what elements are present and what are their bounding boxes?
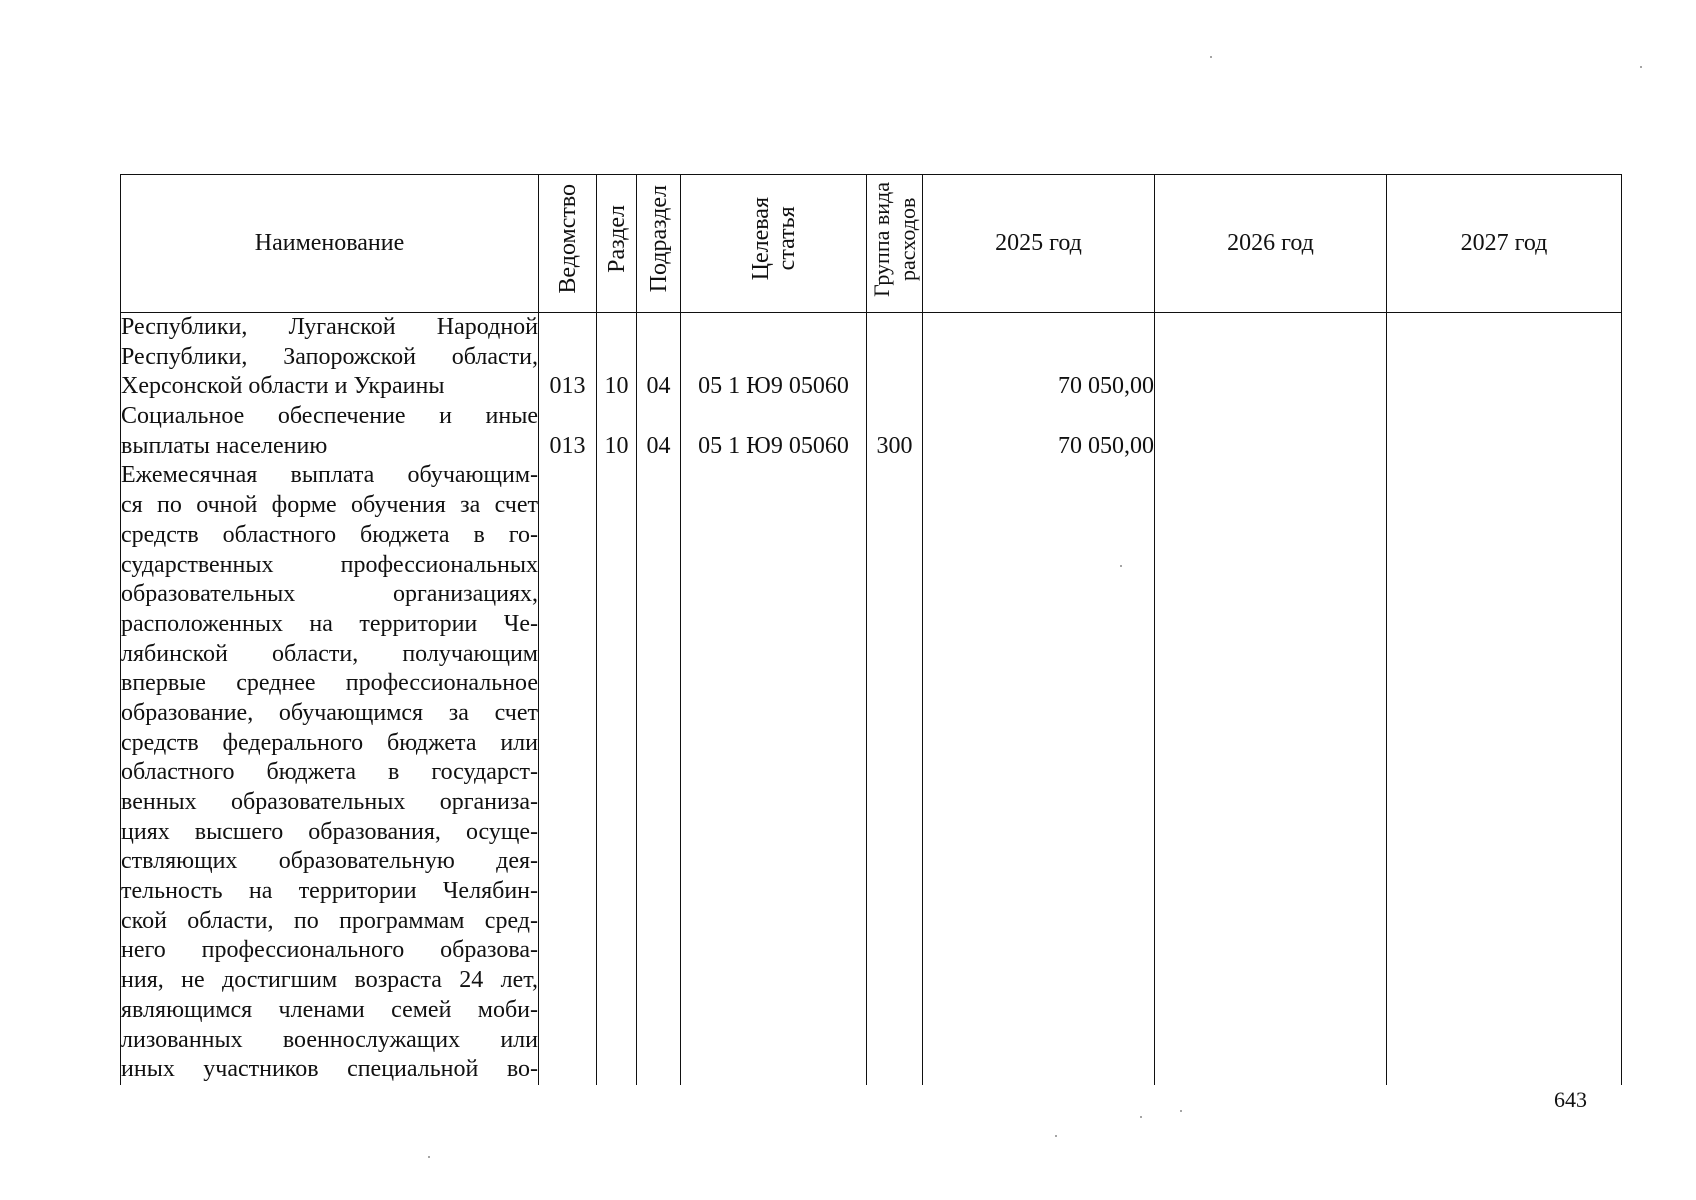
row-target [681, 461, 867, 1084]
header-subsection: Подраздел [637, 175, 681, 313]
header-section: Раздел [597, 175, 637, 313]
header-2025: 2025 год [923, 175, 1155, 313]
table-row [121, 313, 1622, 403]
row-2027 [1387, 461, 1622, 1084]
header-2026: 2026 год [1155, 175, 1387, 313]
table-header-row [121, 175, 1622, 313]
table-row [121, 402, 1622, 461]
row-2026 [1155, 402, 1387, 461]
row-name: Ежемесячная выплата обучающим- ся по очной форме обучения за счет средств областного бюджета в го- сударственных профессиональных образовательных организациях, расположенных на территории Че- лябинской области, получающим впервые среднее профессиональное образование, обучающимся за счет средств федерального бюджета или областного бюджета в государст- венных образовательных организа- циях высшего образования, осуще- ствляющих образовательную дея- тельность на территории Челябин- ской области, по программам сред- него профессионального образова- ния, не достигшим возраста 24 лет, являющимся членами семей моби- лизованных военнослужащих или иных участников специальной во- [121, 461, 539, 1084]
row-2026 [1155, 461, 1387, 1084]
row-2025: 70 050,00 [923, 402, 1155, 461]
row-target: 05 1 Ю9 05060 [681, 402, 867, 461]
header-target: Целевая статья [681, 175, 867, 313]
row-name: Социальное обеспечение и иные выплаты населению [121, 402, 539, 461]
row-group: 300 [867, 402, 923, 461]
row-subsection: 04 [637, 313, 681, 403]
row-section: 10 [597, 313, 637, 403]
row-2025 [923, 461, 1155, 1084]
row-dept: 013 [539, 313, 597, 403]
row-2025: 70 050,00 [923, 313, 1155, 403]
header-expense-group: Группа вида расходов [867, 175, 923, 313]
row-dept [539, 461, 597, 1084]
scan-speck [428, 1156, 430, 1158]
scan-speck [1210, 56, 1212, 58]
row-2027 [1387, 402, 1622, 461]
row-subsection [637, 461, 681, 1084]
row-group [867, 313, 923, 403]
scan-speck [1140, 1116, 1142, 1118]
budget-table [120, 174, 1622, 1085]
scan-speck [1120, 565, 1122, 567]
header-2027: 2027 год [1387, 175, 1622, 313]
row-2026 [1155, 313, 1387, 403]
scan-speck [1180, 1110, 1182, 1112]
row-2027 [1387, 313, 1622, 403]
row-section [597, 461, 637, 1084]
header-dept: Ведомство [539, 175, 597, 313]
row-name: Республики, Луганской Народной Республики, Запорожской области, Херсонской области и Украины [121, 313, 539, 403]
row-subsection: 04 [637, 402, 681, 461]
row-dept: 013 [539, 402, 597, 461]
row-target: 05 1 Ю9 05060 [681, 313, 867, 403]
header-name: Наименование [121, 175, 539, 313]
scan-speck [1055, 1135, 1057, 1137]
row-group [867, 461, 923, 1084]
row-section: 10 [597, 402, 637, 461]
table-row [121, 461, 1622, 1084]
scan-speck [1640, 66, 1642, 68]
page-number: 643 [1554, 1087, 1587, 1112]
